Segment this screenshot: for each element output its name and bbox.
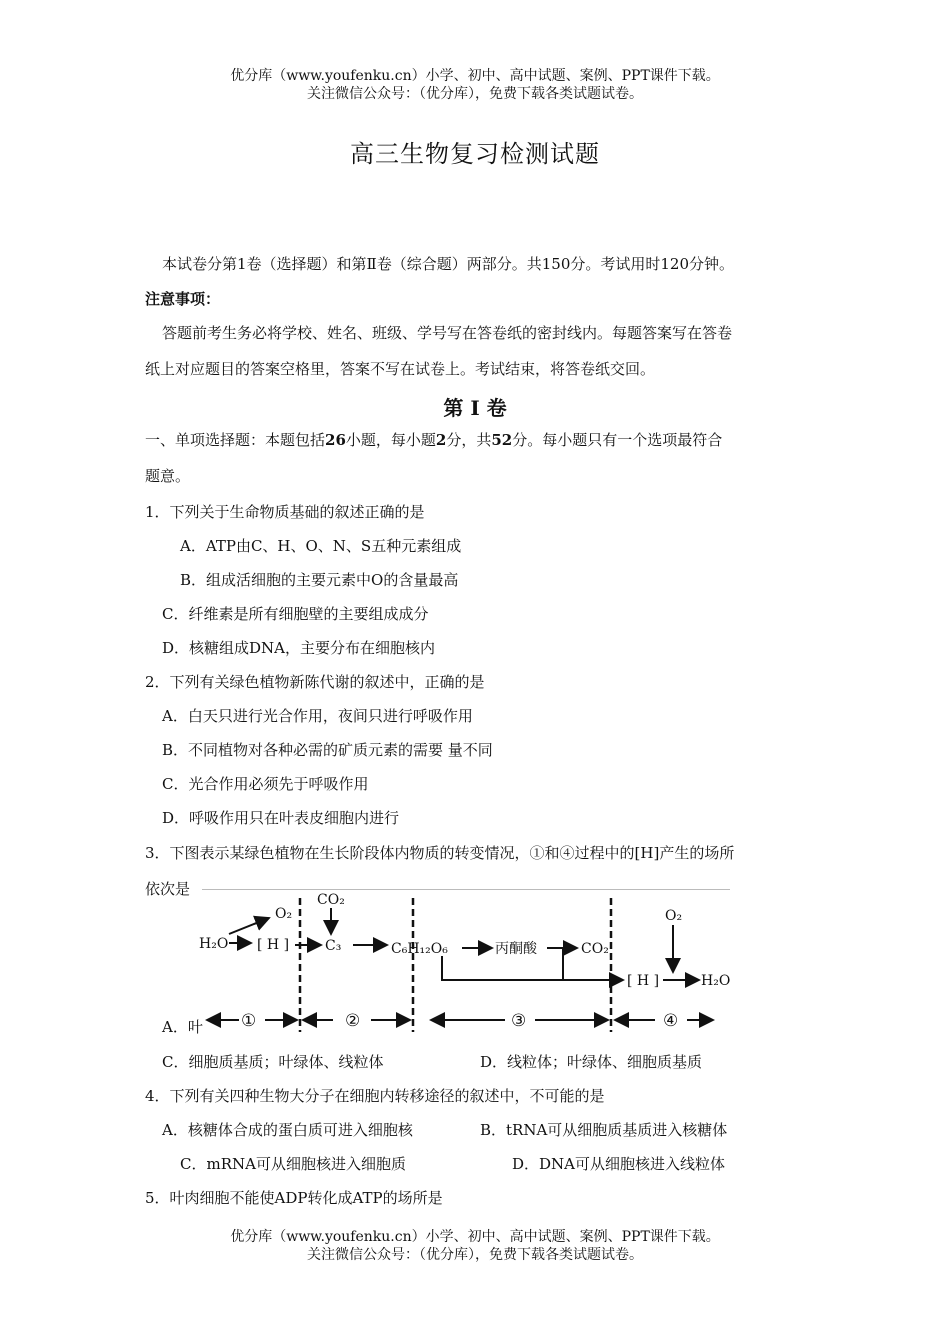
q3-option-a-partial: A．叶 (162, 1018, 203, 1036)
q2-option-a: A．白天只进行光合作用，夜间只进行呼吸作用 (162, 707, 473, 725)
part1-total: 52 (491, 431, 513, 449)
watermark-header-line1: 优分库（www.youfenku.cn）小学、初中、高中试题、案例、PPT课件下载。 (230, 68, 720, 84)
label-h2o: H₂O (199, 936, 229, 952)
notice-line-1: 答题前考生务必将学校、姓名、班级、学号写在答卷纸的密封线内。每题答案写在答卷 (162, 324, 733, 342)
q5-stem: 5．叶肉细胞不能使ADP转化成ATP的场所是 (145, 1189, 443, 1207)
part1-suffix: 分。每小题只有一个选项最符合 (512, 431, 723, 449)
part1-points-each: 2 (435, 431, 447, 449)
q1-option-c: C．纤维素是所有细胞壁的主要组成成分 (162, 605, 429, 623)
part1-question-count: 26 (325, 431, 346, 449)
q2-stem: 2．下列有关绿色植物新陈代谢的叙述中，正确的是 (145, 673, 485, 691)
process-1: ① (241, 1011, 257, 1031)
q2-option-d: D．呼吸作用只在叶表皮细胞内进行 (162, 809, 400, 827)
q4-option-d: D．DNA可从细胞核进入线粒体 (512, 1155, 726, 1173)
notice-line-2: 纸上对应题目的答案空格里，答案不写在试卷上。考试结束，将答卷纸交回。 (145, 360, 656, 378)
q4-option-c: C．mRNA可从细胞核进入细胞质 (180, 1155, 406, 1173)
q2-option-b: B．不同植物对各种必需的矿质元素的需要 量不同 (162, 741, 493, 759)
label-h2o-out: H₂O (701, 973, 731, 989)
label-o2-in: O₂ (665, 908, 683, 924)
q3-stem-line1: 3．下图表示某绿色植物在生长阶段体内物质的转变情况，①和④过程中的[H]产生的场所 (145, 844, 735, 862)
part1-mid2: 分，共 (446, 431, 492, 449)
label-h-2: [ H ] (627, 973, 660, 989)
q2-option-c: C．光合作用必须先于呼吸作用 (162, 775, 369, 793)
part1-prefix: 一、单项选择题：本题包括 (145, 431, 326, 449)
q3-option-d: D．线粒体；叶绿体、细胞质基质 (480, 1053, 703, 1071)
q1-option-d: D．核糖组成DNA，主要分布在细胞核内 (162, 639, 436, 657)
q1-option-b: B．组成活细胞的主要元素中O的含量最高 (180, 571, 459, 589)
q4-option-b: B．tRNA可从细胞质基质进入核糖体 (480, 1121, 728, 1139)
label-pyruvate: 丙酮酸 (495, 941, 537, 957)
process-4: ④ (663, 1011, 679, 1031)
q4-option-a: A．核糖体合成的蛋白质可进入细胞核 (162, 1121, 413, 1139)
process-2: ② (345, 1011, 361, 1031)
q1-stem: 1．下列关于生命物质基础的叙述正确的是 (145, 503, 425, 521)
label-h: [ H ] (257, 937, 290, 953)
q4-stem: 4．下列有关四种生物大分子在细胞内转移途径的叙述中，不可能的是 (145, 1087, 605, 1105)
label-co2: CO₂ (317, 892, 345, 908)
label-c3: C₃ (325, 938, 342, 954)
q1-option-a: A．ATP由C、H、O、N、S五种元素组成 (180, 537, 462, 555)
label-o2: O₂ (275, 906, 293, 922)
notice-label: 注意事项： (145, 290, 221, 308)
watermark-header-line2: 关注微信公众号：（优分库），免费下载各类试题试卷。 (307, 86, 643, 102)
watermark-footer-line1: 优分库（www.youfenku.cn）小学、初中、高中试题、案例、PPT课件下载。 (230, 1229, 720, 1245)
label-co2-out: CO₂ (581, 941, 609, 957)
process-3: ③ (511, 1011, 527, 1031)
part1-instructions (145, 430, 722, 450)
q3-stem-line2: 依次是 (145, 880, 191, 898)
section-title: 第 Ⅰ 卷 (443, 396, 507, 420)
q3-option-c: C．细胞质基质；叶绿体、线粒体 (162, 1053, 384, 1071)
page-title: 高三生物复习检测试题 (350, 140, 600, 168)
intro-text: 本试卷分第1卷（选择题）和第Ⅱ卷（综合题）两部分。共150分。考试用时120分钟。 (162, 255, 735, 273)
part1-mid1: 小题，每小题 (345, 431, 436, 449)
label-glucose: C₆H₁₂O₆ (391, 941, 448, 957)
watermark-footer-line2: 关注微信公众号：（优分库），免费下载各类试题试卷。 (307, 1247, 643, 1263)
part1-line2: 题意。 (145, 467, 191, 485)
q3-metabolism-diagram (195, 890, 740, 1038)
